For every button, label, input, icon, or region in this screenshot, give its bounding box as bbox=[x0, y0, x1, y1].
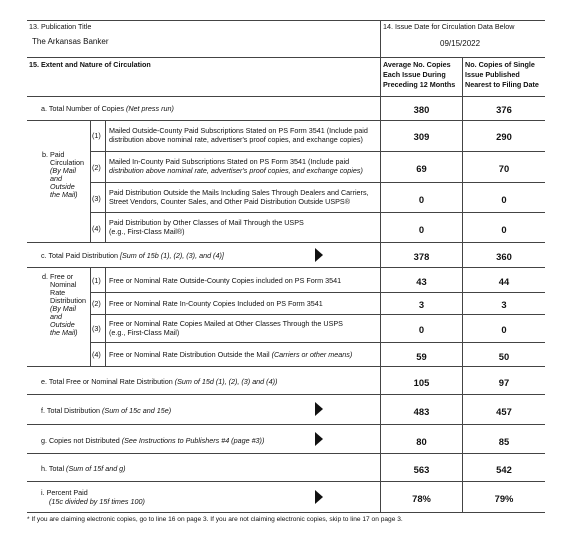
row-e-average: 105 bbox=[413, 377, 430, 388]
description-line: Mailed Outside-County Paid Subscriptions Stated on PS Form 3541 (Include paid bbox=[109, 126, 368, 135]
row-d-group-label bbox=[42, 273, 90, 337]
row-b2-number: (2) bbox=[92, 163, 101, 172]
column-header-average bbox=[383, 60, 461, 90]
row-g-average: 80 bbox=[416, 436, 427, 447]
row-f-average: 483 bbox=[413, 406, 430, 417]
row-d2-number: (2) bbox=[92, 299, 101, 308]
row-divider bbox=[90, 151, 545, 152]
description-line: Street Vendors, Counter Sales, and Other Paid Distribution Outside USPS® bbox=[109, 197, 351, 206]
row-i-single: 79% bbox=[494, 493, 514, 504]
row-i-average: 78% bbox=[412, 493, 431, 504]
row-d2-average: 3 bbox=[418, 299, 425, 310]
column-header-average-line: Each Issue During bbox=[383, 70, 446, 79]
row-b1-number: (1) bbox=[92, 131, 101, 140]
row-i-label bbox=[41, 488, 145, 506]
row-divider bbox=[90, 182, 545, 183]
publication-title-label: 13. Publication Title bbox=[29, 22, 92, 31]
row-f-label bbox=[41, 406, 171, 415]
row-a-single: 376 bbox=[496, 104, 512, 115]
subnum-divider-free bbox=[105, 267, 106, 366]
group-divider-free bbox=[90, 267, 91, 366]
column-header-single-line: No. Copies of Single bbox=[465, 60, 535, 69]
row-divider bbox=[27, 96, 545, 97]
group-label-line: d. Free or bbox=[42, 272, 74, 281]
column-header-single-line: Nearest to Filing Date bbox=[465, 80, 539, 89]
row-divider bbox=[27, 394, 545, 395]
row-b3-description bbox=[109, 188, 379, 206]
row-divider bbox=[27, 366, 545, 367]
row-divider bbox=[27, 481, 545, 482]
row-b1-single: 290 bbox=[496, 131, 512, 142]
group-label-line: the Mail) bbox=[50, 190, 78, 199]
row-h-label-text: h. Total bbox=[41, 464, 65, 473]
arrow-right-icon bbox=[315, 248, 323, 262]
group-label-line: (By Mail bbox=[50, 166, 76, 175]
publication-title-value: The Arkansas Banker bbox=[32, 37, 109, 46]
group-label-line: Outside bbox=[50, 182, 75, 191]
column-header-single-line: Issue Published bbox=[465, 70, 520, 79]
description-line: (e.g., First-Class Mail) bbox=[109, 328, 180, 337]
description-line: distribution above nominal rate, advertiser's proof copies, and exchange copies) bbox=[109, 166, 363, 175]
group-label-line: Rate bbox=[50, 288, 66, 297]
row-b4-single: 0 bbox=[501, 224, 507, 235]
row-g-label bbox=[41, 436, 264, 445]
arrow-right-icon bbox=[315, 402, 323, 416]
row-divider bbox=[27, 242, 545, 243]
row-b3-average: 0 bbox=[418, 194, 425, 205]
row-g-note: (See Instructions to Publishers #4 (page #3)) bbox=[121, 436, 265, 445]
row-b2-average: 69 bbox=[416, 163, 427, 174]
row-h-average: 563 bbox=[413, 464, 430, 475]
description-line: Free or Nominal Rate Distribution Outside the Mail bbox=[109, 350, 270, 359]
row-f-note: (Sum of 15c and 15e) bbox=[102, 406, 172, 415]
row-d4-average: 59 bbox=[416, 351, 427, 362]
row-h-single: 542 bbox=[496, 464, 512, 475]
row-b3-number: (3) bbox=[92, 194, 101, 203]
row-d4-description bbox=[109, 350, 379, 359]
row-g-label-text: g. Copies not Distributed bbox=[41, 436, 120, 445]
group-label-line: and bbox=[50, 312, 62, 321]
subnum-divider-paid bbox=[105, 120, 106, 242]
column-header-single-issue bbox=[465, 60, 545, 90]
row-d1-single: 44 bbox=[498, 276, 510, 287]
row-b4-description bbox=[109, 218, 379, 236]
row-divider bbox=[90, 292, 545, 293]
row-divider bbox=[90, 342, 545, 343]
row-e-note: (Sum of 15d (1), (2), (3) and (4)) bbox=[174, 377, 278, 386]
row-d3-single: 0 bbox=[501, 324, 507, 335]
group-label-line: the Mail) bbox=[50, 328, 78, 337]
row-b3-single: 0 bbox=[501, 194, 507, 205]
row-b-group-label bbox=[42, 151, 90, 199]
row-b1-description bbox=[109, 126, 379, 144]
header-divider bbox=[27, 57, 545, 58]
row-a-average: 380 bbox=[413, 104, 430, 115]
column-header-average-line: Average No. Copies bbox=[383, 60, 451, 69]
description-line: Free or Nominal Rate Copies Mailed at Other Classes Through the USPS bbox=[109, 319, 343, 328]
row-e-label-text: e. Total Free or Nominal Rate Distribution bbox=[41, 377, 173, 386]
row-c-note: [Sum of 15b (1), (2), (3), and (4)] bbox=[119, 251, 224, 260]
description-line: (e.g., First-Class Mail®) bbox=[109, 227, 185, 236]
row-divider bbox=[27, 424, 545, 425]
row-c-average: 378 bbox=[413, 251, 430, 262]
row-divider bbox=[90, 314, 545, 315]
row-b1-average: 309 bbox=[413, 131, 430, 142]
description-line: Mailed In-County Paid Subscriptions Stated on PS Form 3541 (Include paid bbox=[109, 157, 350, 166]
row-e-label bbox=[41, 377, 277, 386]
row-a-label bbox=[41, 104, 174, 113]
row-c-label-text: c. Total Paid Distribution bbox=[41, 251, 118, 260]
row-d1-number: (1) bbox=[92, 276, 101, 285]
row-h-note: (Sum of 15f and g) bbox=[66, 464, 126, 473]
description-line: (Carriers or other means) bbox=[271, 350, 353, 359]
row-c-label bbox=[41, 251, 224, 260]
row-b2-description bbox=[109, 157, 379, 175]
description-line: Paid Distribution by Other Classes of Mail Through the USPS bbox=[109, 218, 304, 227]
issue-date-label: 14. Issue Date for Circulation Data Below bbox=[383, 22, 515, 31]
row-d3-number: (3) bbox=[92, 324, 101, 333]
arrow-right-icon bbox=[315, 490, 323, 504]
group-label-line: Nominal bbox=[50, 280, 77, 289]
group-label-line: Circulation bbox=[50, 158, 84, 167]
row-e-single: 97 bbox=[498, 377, 510, 388]
group-label-line: and bbox=[50, 174, 62, 183]
row-d4-number: (4) bbox=[92, 350, 101, 359]
table-bottom-border bbox=[27, 512, 545, 513]
description-line: distribution above nominal rate, advertiser's proof copies, and exchange copies) bbox=[109, 135, 363, 144]
row-d1-average: 43 bbox=[416, 276, 427, 287]
row-d3-description bbox=[109, 319, 379, 337]
row-a-note: (Net press run) bbox=[125, 104, 174, 113]
row-f-label-text: f. Total Distribution bbox=[41, 406, 100, 415]
row-d2-description: Free or Nominal Rate In-County Copies Included on PS Form 3541 bbox=[109, 299, 323, 308]
row-divider bbox=[27, 453, 545, 454]
column-header-average-line: Preceding 12 Months bbox=[383, 80, 456, 89]
issue-date-value: 09/15/2022 bbox=[440, 39, 481, 48]
row-d3-average: 0 bbox=[418, 324, 425, 335]
row-b2-single: 70 bbox=[498, 163, 510, 174]
row-i-note: (15c divided by 15f times 100) bbox=[49, 497, 145, 506]
extent-nature-label: 15. Extent and Nature of Circulation bbox=[29, 60, 151, 69]
group-label-line: Distribution bbox=[50, 296, 86, 305]
row-g-single: 85 bbox=[498, 436, 510, 447]
row-c-single: 360 bbox=[496, 251, 512, 262]
table-top-border bbox=[27, 20, 545, 21]
row-d4-single: 50 bbox=[498, 351, 510, 362]
description-line: Paid Distribution Outside the Mails Including Sales Through Dealers and Carriers, bbox=[109, 188, 369, 197]
row-i-label-text: i. Percent Paid bbox=[41, 488, 88, 497]
group-divider-paid bbox=[90, 120, 91, 242]
footnote: * If you are claiming electronic copies, go to line 16 on page 3. If you are not claiming electronic copies, skip to line 17 on page 3. bbox=[27, 516, 403, 523]
row-d1-description: Free or Nominal Rate Outside-County Copies included on PS Form 3541 bbox=[109, 276, 342, 285]
row-d2-single: 3 bbox=[501, 299, 507, 310]
group-label-line: (By Mail bbox=[50, 304, 76, 313]
group-label-line: Outside bbox=[50, 320, 75, 329]
row-h-label bbox=[41, 464, 126, 473]
arrow-right-icon bbox=[315, 432, 323, 446]
row-divider bbox=[90, 212, 545, 213]
group-label-line: b. Paid bbox=[42, 150, 65, 159]
row-f-single: 457 bbox=[496, 406, 512, 417]
row-a-label-text: a. Total Number of Copies bbox=[41, 104, 124, 113]
row-b4-average: 0 bbox=[418, 224, 425, 235]
row-b4-number: (4) bbox=[92, 224, 101, 233]
